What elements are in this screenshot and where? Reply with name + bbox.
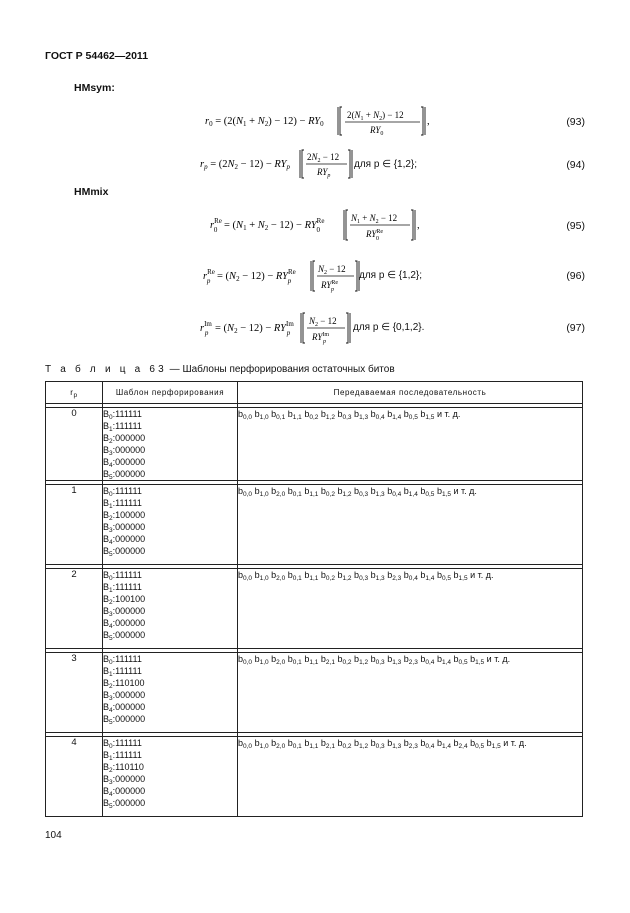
pattern-line: $B_2:100100$ [103,594,146,606]
puncturing-pattern [103,569,238,649]
pattern-line: $B_1:111111$ [103,750,142,762]
transmitted-sequence: $b_{0,0}$ $b_{1,0}$ $b_{2,0}$ $b_{0,1}$ $b_{1,1}$ $b_{0,2}$ $b_{1,2}$ $b_{0,3}$ $b_{1,3}$ $b_{2,3}$ $b_{0,4}$ $b_{1,4}$ $b_{0,5}$ $b_{1,5}$ и т. д. [238,569,583,649]
equation-number: (96) [566,270,585,282]
svg-text:rp = (2N2 − 12) − RYp: rp = (2N2 − 12) − RYp [200,159,290,171]
equation-96 [0,258,630,293]
header-pattern: Шаблон перфорирования [103,382,238,404]
puncturing-table [45,381,583,817]
svg-text:,: , [427,116,430,127]
svg-text:,: , [417,220,420,231]
pattern-line: $B_3:000000$ [103,522,146,534]
equation-condition: для p ∈ {1,2}; [359,270,423,281]
rp-value: 4 [46,737,103,817]
equation-number: (97) [566,322,585,334]
puncturing-pattern [103,653,238,733]
svg-text:RYRep: $RY^{Re}$ p [321,280,339,293]
section-hmmix: HMmix [74,186,109,198]
rp-value: 2 [46,569,103,649]
transmitted-sequence: $b_{0,0}$ $b_{1,0}$ $b_{2,0}$ $b_{0,1}$ $b_{1,1}$ $b_{2,1}$ $b_{0,2}$ $b_{1,2}$ $b_{0,3}$ $b_{1,3}$ $b_{2,3}$ $b_{0,4}$ $b_{1,4}$ $b_{2,4}$ $b_{0,5}$ $b_{1,5}$ и т. д. [238,737,583,817]
svg-text:N2 − 12: $N_2 - 12$ [309,316,337,328]
pattern-line: $B_4:000000$ [103,702,146,714]
equation-condition: для p ∈ {0,1,2}. [353,322,425,333]
svg-text:N1 + N2 − 12: $N_1 + N_2 - 12$ [351,213,398,225]
table-header-row [46,382,583,404]
puncturing-pattern [103,485,238,565]
svg-text:r0 = (2(N1 + N2) − 12) − RY0: r0 = (2(N1 + N2) − 12) − RY0 [205,116,324,128]
svg-text:2(N1 + N2) − 12: $2(N_1 + N_2) - 12$ [347,110,404,122]
pattern-line: $B_2:110110$ [103,762,144,774]
table-row [46,569,583,649]
svg-text:RYImp: $RY^{Im}$ p [312,332,330,345]
pattern-line: $B_5:000000$ [103,714,146,726]
svg-text:2N2 − 12: $2N_2 - 12$ [307,152,340,164]
pattern-line: $B_3:000000$ [103,445,146,457]
table-row [46,653,583,733]
equation-number: (94) [566,159,585,171]
pattern-line: $B_3:000000$ [103,606,146,618]
pattern-line: $B_5:000000$ [103,546,146,558]
puncturing-pattern [103,737,238,817]
table-row [46,737,583,817]
pattern-line: $B_4:000000$ [103,786,146,798]
pattern-line: $B_0:111111$ [103,738,142,750]
puncturing-pattern [103,408,238,481]
pattern-line: $B_0:111111$ [103,409,142,421]
rp-value: 3 [46,653,103,733]
pattern-line: $B_2:000000$ [103,433,146,445]
pattern-line: $B_0:111111$ [103,486,142,498]
equation-94 [0,147,630,177]
table-caption [45,364,395,375]
pattern-line: $B_0:111111$ [103,654,142,666]
pattern-line: $B_3:000000$ [103,690,146,702]
pattern-line: $B_3:000000$ [103,774,146,786]
pattern-line: $B_4:000000$ [103,457,146,469]
page-number: 104 [45,830,62,841]
transmitted-sequence: $b_{0,0}$ $b_{1,0}$ $b_{0,1}$ $b_{1,1}$ $b_{0,2}$ $b_{1,2}$ $b_{0,3}$ $b_{1,3}$ $b_{0,4}$ $b_{1,4}$ $b_{0,5}$ $b_{1,5}$ и т. д. [238,408,583,481]
table-caption-prefix: Т а б л и ц а 63 [45,364,167,375]
equation-number: (93) [566,116,585,128]
table-caption-text: — Шаблоны перфорирования остаточных битов [166,364,395,375]
pattern-line: $B_1:111111$ [103,498,142,510]
equation-number: (95) [566,220,585,232]
pattern-line: $B_5:000000$ [103,798,146,810]
svg-text:rRep = (N2 − 12) − RYRep: $r^{Re}$ $p = (N2 - 12) - RY^{Re}$ p [203,268,296,285]
pattern-line: $B_5:000000$ [103,469,146,481]
table-row [46,485,583,565]
equation-93 [0,104,630,137]
pattern-line: $B_1:111111$ [103,582,142,594]
pattern-line: $B_2:110100$ [103,678,145,690]
svg-text:RY0: $RY_0$ [370,125,384,137]
pattern-line: $B_1:111111$ [103,421,142,433]
svg-text:N2 − 12: $N_2 - 12$ [318,264,346,276]
svg-text:rRe0 = (N1 + N2 − 12) − RYRe0: $r^{Re}$ $0 = (N1 + N2 - 12) - RY^{Re}$ 0 [210,217,325,234]
svg-text:rImp = (N2 − 12) − RYImp: $r^{Im}$ $p = (N2 - 12) - RY^{Im}$ p [200,320,294,337]
rp-value: 0 [46,408,103,481]
pattern-line: $B_5:000000$ [103,630,146,642]
header-sequence: Передаваемая последовательность [238,382,583,404]
header-rp: $r_p$ [46,382,103,404]
pattern-line: $B_4:000000$ [103,618,146,630]
svg-text:RYRe0: $RY^{Re}$ 0 [366,229,384,242]
equation-condition: для p ∈ {1,2}; [354,159,418,170]
section-hmsym: HMsym: [74,82,115,94]
pattern-line: $B_1:111111$ [103,666,142,678]
transmitted-sequence: $b_{0,0}$ $b_{1,0}$ $b_{2,0}$ $b_{0,1}$ $b_{1,1}$ $b_{0,2}$ $b_{1,2}$ $b_{0,3}$ $b_{1,3}$ $b_{0,4}$ $b_{1,4}$ $b_{0,5}$ $b_{1,5}$ и т. д. [238,485,583,565]
pattern-line: $B_2:100000$ [103,510,146,522]
equation-95 [0,207,630,242]
document-header: ГОСТ Р 54462—2011 [45,50,149,62]
rp-value: 1 [46,485,103,565]
transmitted-sequence: $b_{0,0}$ $b_{1,0}$ $b_{2,0}$ $b_{0,1}$ $b_{1,1}$ $b_{2,1}$ $b_{0,2}$ $b_{1,2}$ $b_{0,3}$ $b_{1,3}$ $b_{2,3}$ $b_{0,4}$ $b_{1,4}$ $b_{0,5}$ $b_{1,5}$ и т. д. [238,653,583,733]
pattern-line: $B_0:111111$ [103,570,142,582]
equation-97 [0,310,630,345]
svg-text:RYp: $RY_p$ [317,167,331,179]
pattern-line: $B_4:000000$ [103,534,146,546]
table-row [46,408,583,481]
